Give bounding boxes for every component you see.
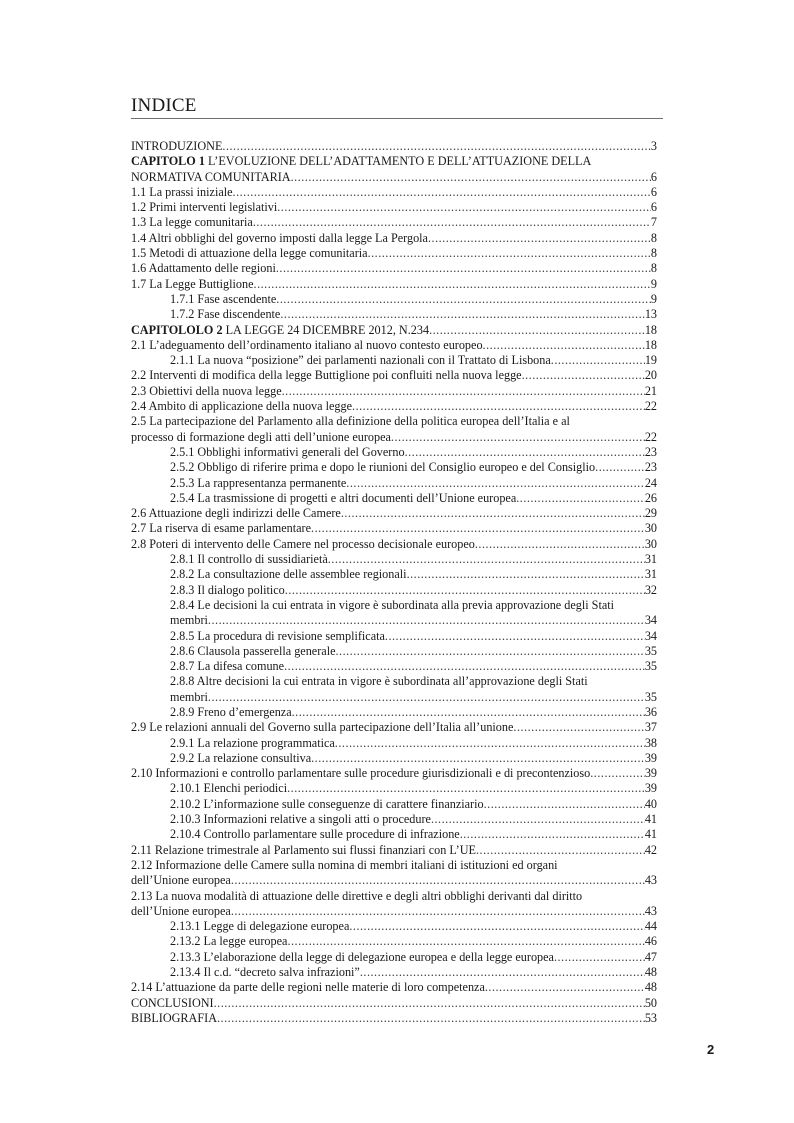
toc-entry-title-wrap	[131, 399, 352, 414]
toc-entry-title-wrap	[170, 705, 292, 720]
toc-entry-title: 2.12 Informazione delle Camere sulla nomina di membri italiani di istituzioni ed organi	[131, 857, 558, 872]
toc-entry-title: 2.13.2 La legge europea	[170, 934, 288, 949]
toc-dot-leader	[352, 399, 645, 414]
toc-dot-leader	[328, 552, 645, 567]
toc-entry-title: 2.1 L’adeguamento dell’ordinamento italiano al nuovo contesto europeo	[131, 337, 483, 352]
toc-entry-title-wrap	[170, 797, 484, 812]
toc-entry-title-wrap	[170, 460, 595, 475]
toc-entry-title-wrap	[131, 506, 341, 521]
toc-page-number: 30	[644, 536, 657, 551]
toc-entry-s2_3	[131, 384, 657, 399]
toc-entry-s2_9	[131, 720, 657, 735]
toc-entry-title: 2.13.4 Il c.d. “decreto salva infrazioni”	[170, 965, 360, 980]
toc-dot-leader	[522, 368, 645, 383]
toc-dot-leader	[335, 644, 644, 659]
toc-page-number: 47	[644, 949, 657, 964]
toc-entry-s1_2	[131, 200, 657, 215]
toc-entry-title: 2.14 L’attuazione da parte delle regioni nelle materie di loro competenza	[131, 980, 485, 995]
toc-dot-leader	[284, 659, 645, 674]
toc-entry-s2_8_6	[131, 644, 657, 659]
toc-chapter-label: CAPITOLO 1	[131, 154, 205, 169]
toc-dot-leader	[231, 873, 645, 888]
toc-page-number: 39	[644, 766, 657, 781]
toc-entry-title: 1.7.1 Fase ascendente	[170, 291, 277, 306]
toc-entry-title-continued: dell’Unione europea	[131, 873, 231, 888]
toc-entry-title-wrap	[131, 537, 475, 552]
toc-dot-leader	[276, 292, 651, 307]
toc-entry-title: 2.5 La partecipazione del Parlamento alla definizione della politica europea dell’Italia e al	[131, 414, 570, 429]
toc-page-number: 23	[644, 460, 657, 475]
toc-dot-leader	[429, 323, 645, 338]
toc-dot-leader	[590, 766, 645, 781]
toc-entry-s2_8_3	[131, 583, 657, 598]
toc-chapter-label: CAPITOLOLO 2	[131, 322, 223, 337]
toc-dot-leader	[554, 950, 645, 965]
toc-dot-leader	[391, 430, 645, 445]
toc-entry-title-continued: membri	[170, 689, 208, 704]
toc-entry-title: L’EVOLUZIONE DELL’ADATTAMENTO E DELL’ATTUAZIONE DELLA	[204, 154, 592, 169]
toc-page-number: 21	[644, 383, 657, 398]
toc-entry-s2_10_1	[131, 781, 657, 796]
toc-entry-title: 2.4 Ambito di applicazione della nuova legge	[131, 399, 353, 414]
toc-dot-leader	[311, 751, 645, 766]
toc-entry-cap1_a-line2	[131, 170, 657, 185]
toc-dot-leader	[475, 537, 645, 552]
toc-page-number: 9	[650, 276, 657, 291]
toc-entry-title: 2.13.1 Legge di delegazione europea	[170, 919, 350, 934]
toc-entry-s2_5_2	[131, 460, 657, 475]
toc-page-number: 41	[644, 827, 657, 842]
toc-entry-title: 2.13.3 L’elaborazione della legge di delegazione europea e della legge europea	[170, 949, 554, 964]
toc-entry-title: 2.8.3 Il dialogo politico	[170, 582, 285, 597]
toc-entry-s2_14	[131, 980, 657, 995]
toc-page-number: 6	[650, 169, 657, 184]
toc-entry-title-wrap	[170, 751, 311, 766]
toc-dot-leader	[254, 277, 651, 292]
toc-page-number: 19	[644, 353, 657, 368]
toc-entry-s1_6	[131, 261, 657, 276]
toc-entry-title-continued: membri	[170, 613, 208, 628]
toc-entry-title: BIBLIOGRAFIA	[131, 1010, 217, 1025]
toc-dot-leader	[280, 307, 644, 322]
toc-dot-leader	[231, 904, 645, 919]
toc-entry-title: 2.2 Interventi di modifica della legge Buttiglione poi confluiti nella nuova legge	[131, 368, 522, 383]
toc-entry-s2_9_2	[131, 751, 657, 766]
toc-page-number: 20	[644, 368, 657, 383]
toc-entry-s2_13-line2	[131, 904, 657, 919]
toc-entry-title: 1.6 Adattamento delle regioni	[131, 261, 276, 276]
toc-dot-leader	[287, 934, 644, 949]
toc-entry-s2_1	[131, 338, 657, 353]
toc-dot-leader	[476, 843, 645, 858]
toc-entry-s2_10_2	[131, 797, 657, 812]
toc-entry-title: 2.8 Poteri di intervento delle Camere nel processo decisionale europeo	[131, 536, 475, 551]
toc-entry-title-wrap	[131, 980, 485, 995]
toc-entry-s2_12-line1	[131, 858, 657, 873]
toc-entry-s1_1	[131, 185, 657, 200]
toc-entry-title-wrap	[170, 353, 551, 368]
toc-entry-title-continued: processo di formazione degli atti dell’unione europea	[131, 429, 391, 444]
toc-dot-leader	[360, 965, 645, 980]
toc-entry-s1_5	[131, 246, 657, 261]
toc-entry-title-wrap	[170, 307, 280, 322]
toc-entry-s2_6	[131, 506, 657, 521]
toc-entry-s2_8_9	[131, 705, 657, 720]
toc-page-number: 18	[644, 322, 657, 337]
toc-entry-title: 2.9.2 La relazione consultiva	[170, 750, 312, 765]
toc-entry-title-wrap	[170, 292, 276, 307]
toc-page-number: 43	[644, 873, 657, 888]
toc-entry-s2_5-line1	[131, 414, 657, 429]
toc-entry-s1_7	[131, 277, 657, 292]
toc-dot-leader	[311, 521, 645, 536]
toc-page-number: 3	[650, 139, 657, 153]
toc-page-number: 22	[644, 399, 657, 414]
toc-entry-title-wrap	[170, 445, 405, 460]
toc-entry-title: 2.8.1 Il controllo di sussidiarietà	[170, 552, 328, 567]
toc-page-number: 39	[644, 781, 657, 796]
toc-page-number: 13	[644, 307, 657, 322]
toc-page-number: 7	[650, 215, 657, 230]
toc-entry-title-wrap	[170, 583, 285, 598]
toc-dot-leader	[407, 567, 645, 582]
toc-page-number: 46	[644, 934, 657, 949]
toc-entry-title-wrap	[170, 919, 349, 934]
toc-dot-leader	[385, 629, 645, 644]
toc-page-number: 6	[650, 200, 657, 215]
toc-page-number: 36	[644, 704, 657, 719]
toc-entry-title: CONCLUSIONI	[131, 995, 214, 1010]
toc-entry-title: 2.13 La nuova modalità di attuazione delle direttive e degli altri obblighi derivanti dal diritto	[131, 888, 583, 903]
toc-entry-title: 2.8.5 La procedura di revisione semplificata	[170, 628, 385, 643]
toc-dot-leader	[253, 215, 651, 230]
toc-page-number: 41	[644, 812, 657, 827]
toc-entry-title: 2.10.3 Informazioni relative a singoli atti o procedure	[170, 812, 431, 827]
toc-page-number: 8	[650, 230, 657, 245]
toc-entry-title: 2.6 Attuazione degli indirizzi delle Camere	[131, 506, 341, 521]
toc-entry-title-wrap	[131, 521, 311, 536]
toc-page-number: 50	[644, 995, 657, 1010]
toc-entry-s2_8_8-line1	[131, 674, 657, 689]
toc-entry-s2_2	[131, 368, 657, 383]
toc-dot-leader	[217, 1011, 645, 1026]
toc-entry-title: 1.7.2 Fase discendente	[170, 307, 281, 322]
toc-entry-title-wrap	[170, 812, 431, 827]
toc-entry-s2_13_4	[131, 965, 657, 980]
toc-entry-title: 2.8.2 La consultazione delle assemblee regionali	[170, 567, 407, 582]
toc-entry-title: 2.10.1 Elenchi periodici	[170, 781, 288, 796]
toc-page-number: 34	[644, 628, 657, 643]
toc-dot-leader	[551, 353, 645, 368]
toc-page-number: 26	[644, 490, 657, 505]
toc-page-number: 30	[644, 521, 657, 536]
toc-entry-title: 2.8.8 Altre decisioni la cui entrata in vigore è subordinata all’approvazione degli Stati	[170, 674, 588, 689]
toc-entry-cap1_a-line1	[131, 154, 657, 169]
toc-entry-title: 1.5 Metodi di attuazione della legge comunitaria	[131, 246, 368, 261]
toc-dot-leader	[516, 491, 645, 506]
toc-dot-leader	[368, 246, 651, 261]
toc-entry-title: 2.10 Informazioni e controllo parlamentare sulle procedure giurisdizionali e di precontenzioso	[131, 766, 591, 781]
toc-entry-title: INTRODUZIONE	[131, 139, 223, 153]
toc-dot-leader	[483, 338, 645, 353]
toc-entry-s2_10_4	[131, 827, 657, 842]
toc-page-number: 43	[644, 903, 657, 918]
toc-page-number: 18	[644, 337, 657, 352]
toc-entry-conclusioni	[131, 996, 657, 1011]
toc-page-number: 8	[650, 246, 657, 261]
toc-entry-title-wrap	[170, 476, 346, 491]
toc-entry-title-wrap	[170, 659, 284, 674]
title-divider	[131, 118, 663, 119]
toc-page-number: 48	[644, 980, 657, 995]
toc-entry-title-wrap	[131, 1011, 217, 1026]
toc-dot-leader	[287, 781, 645, 796]
toc-entry-title-wrap	[131, 185, 233, 200]
toc-page-number: 29	[644, 506, 657, 521]
toc-dot-leader	[335, 736, 645, 751]
toc-entry-title-wrap	[131, 843, 476, 858]
toc-page-number: 22	[644, 429, 657, 444]
toc-entry-title-wrap	[131, 323, 429, 338]
toc-page-number: 34	[644, 613, 657, 628]
toc-entry-s2_13_2	[131, 934, 657, 949]
toc-entry-s1_7_1	[131, 292, 657, 307]
toc-dot-leader	[428, 231, 651, 246]
toc-entry-title: 1.2 Primi interventi legislativi	[131, 200, 278, 215]
toc-entry-title: LA LEGGE 24 DICEMBRE 2012, N.234	[222, 322, 430, 337]
toc-page-number: 23	[644, 444, 657, 459]
toc-dot-leader	[233, 185, 651, 200]
toc-dot-leader	[282, 384, 645, 399]
toc-entry-s2_5_1	[131, 445, 657, 460]
toc-page-number: 38	[644, 735, 657, 750]
toc-dot-leader	[595, 460, 645, 475]
toc-page-number: 31	[644, 567, 657, 582]
toc-entry-title-wrap	[170, 567, 407, 582]
toc-entry-title: 2.5.2 Obbligo di riferire prima e dopo le riunioni del Consiglio europeo e del Consiglio	[170, 460, 596, 475]
toc-dot-leader	[214, 996, 645, 1011]
toc-page-number: 53	[644, 1010, 657, 1025]
toc-entry-s2_1_1	[131, 353, 657, 368]
toc-page-number: 24	[644, 475, 657, 490]
toc-entry-title-wrap	[131, 200, 277, 215]
toc-entry-title-wrap	[170, 552, 328, 567]
toc-dot-leader	[341, 506, 645, 521]
toc-dot-leader	[346, 476, 645, 491]
toc-entry-title-wrap	[170, 781, 287, 796]
toc-entry-title-continued: dell’Unione europea	[131, 903, 231, 918]
toc-dot-leader	[291, 170, 651, 185]
toc-page-number: 35	[644, 659, 657, 674]
toc-entry-s2_8_2	[131, 567, 657, 582]
toc-entry-title: 2.8.4 Le decisioni la cui entrata in vigore è subordinata alla previa approvazione degli Stati	[170, 597, 615, 612]
page-title: INDICE	[131, 95, 197, 116]
toc-entry-s1_4	[131, 231, 657, 246]
toc-entry-s2_11	[131, 843, 657, 858]
toc-page-number: 37	[644, 720, 657, 735]
toc-entry-title: 2.8.6 Clausola passerella generale	[170, 643, 336, 658]
toc-entry-cap2	[131, 323, 657, 338]
toc-entry-title-wrap	[131, 720, 513, 735]
toc-dot-leader	[349, 919, 644, 934]
toc-entry-title: 1.7 La Legge Buttiglione	[131, 276, 254, 291]
toc-dot-leader	[285, 583, 645, 598]
toc-entry-s1_3	[131, 215, 657, 230]
toc-dot-leader	[222, 139, 651, 154]
toc-entry-title-wrap	[170, 965, 360, 980]
toc-entry-s2_13-line1	[131, 889, 657, 904]
toc-dot-leader	[277, 200, 651, 215]
toc-entry-title-wrap	[131, 231, 428, 246]
toc-dot-leader	[405, 445, 645, 460]
toc-entry-s2_8_4-line2	[131, 613, 657, 628]
toc-page-number: 35	[644, 689, 657, 704]
toc-page-number: 48	[644, 965, 657, 980]
toc-entry-title: 2.7 La riserva di esame parlamentare	[131, 521, 312, 536]
toc-page-number: 35	[644, 643, 657, 658]
toc-entry-title-wrap	[170, 827, 460, 842]
toc-entry-s2_5_4	[131, 491, 657, 506]
toc-page-number: 40	[644, 796, 657, 811]
toc-entry-title-wrap	[131, 384, 282, 399]
toc-entry-title: 2.8.9 Freno d’emergenza	[170, 704, 292, 719]
toc-entry-title-wrap	[131, 139, 222, 154]
toc-dot-leader	[208, 613, 645, 628]
toc-entry-title: 2.11 Relazione trimestrale al Parlamento sui flussi finanziari con L’UE	[131, 842, 476, 857]
toc-entry-title: 2.5.3 La rappresentanza permanente	[170, 475, 347, 490]
toc-entry-s2_5_3	[131, 476, 657, 491]
toc-entry-s2_13_1	[131, 919, 657, 934]
toc-entry-title: 2.1.1 La nuova “posizione” dei parlamenti nazionali con il Trattato di Lisbona	[170, 353, 551, 368]
toc-entry-s2_5-line2	[131, 430, 657, 445]
toc-entry-title-wrap	[131, 215, 253, 230]
toc-dot-leader	[292, 705, 645, 720]
toc-entry-s2_8_5	[131, 629, 657, 644]
toc-entry-title-wrap	[170, 736, 335, 751]
toc-entry-title: 2.9.1 La relazione programmatica	[170, 735, 335, 750]
toc-entry-title-wrap	[131, 338, 483, 353]
toc-entry-s2_10	[131, 766, 657, 781]
toc-entry-title: 1.3 La legge comunitaria	[131, 215, 253, 230]
page-number: 2	[707, 1042, 715, 1057]
table-of-contents	[131, 139, 657, 1026]
toc-entry-s2_8_4-line1	[131, 598, 657, 613]
toc-entry-title: 2.10.4 Controllo parlamentare sulle procedure di infrazione	[170, 827, 460, 842]
toc-page-number: 39	[644, 750, 657, 765]
toc-entry-s1_7_2	[131, 307, 657, 322]
toc-entry-title-wrap	[131, 246, 368, 261]
toc-entry-title-wrap	[170, 934, 287, 949]
toc-page-number: 32	[644, 582, 657, 597]
toc-entry-title-wrap	[131, 368, 522, 383]
toc-entry-title-wrap	[131, 996, 214, 1011]
toc-page-number: 31	[644, 552, 657, 567]
toc-entry-title-wrap	[170, 950, 554, 965]
toc-dot-leader	[276, 261, 651, 276]
toc-entry-title: 2.5.4 La trasmissione di progetti e altri documenti dell’Unione europea	[170, 490, 517, 505]
toc-entry-title: 1.1 La prassi iniziale	[131, 184, 233, 199]
toc-entry-title-wrap	[131, 261, 276, 276]
toc-entry-title-continued: NORMATIVA COMUNITARIA	[131, 169, 291, 184]
toc-dot-leader	[431, 812, 645, 827]
toc-page-number: 9	[650, 291, 657, 306]
toc-entry-s2_9_1	[131, 736, 657, 751]
toc-entry-s2_7	[131, 521, 657, 536]
toc-entry-s2_12-line2	[131, 873, 657, 888]
toc-entry-s2_8	[131, 537, 657, 552]
toc-page-number: 6	[650, 184, 657, 199]
toc-entry-title: 2.10.2 L’informazione sulle conseguenze di carattere finanziario	[170, 796, 484, 811]
toc-dot-leader	[484, 797, 645, 812]
toc-entry-title-wrap	[170, 629, 385, 644]
toc-entry-s2_8_8-line2	[131, 690, 657, 705]
toc-page-number: 44	[644, 919, 657, 934]
toc-entry-title: 2.5.1 Obblighi informativi generali del Governo	[170, 444, 405, 459]
toc-entry-bibliografia	[131, 1011, 657, 1026]
toc-entry-title: 2.8.7 La difesa comune	[170, 659, 285, 674]
toc-page-number: 42	[644, 842, 657, 857]
toc-dot-leader	[513, 720, 644, 735]
toc-dot-leader	[485, 980, 645, 995]
toc-entry-s2_8_1	[131, 552, 657, 567]
toc-entry-introduzione	[131, 139, 657, 154]
toc-dot-leader	[460, 827, 645, 842]
toc-entry-title-wrap	[170, 644, 335, 659]
toc-entry-s2_10_3	[131, 812, 657, 827]
toc-entry-title-wrap	[131, 277, 254, 292]
toc-entry-s2_13_3	[131, 950, 657, 965]
toc-entry-s2_8_7	[131, 659, 657, 674]
toc-entry-s2_4	[131, 399, 657, 414]
toc-entry-title: 2.9 Le relazioni annuali del Governo sulla partecipazione dell’Italia all’unione	[131, 720, 514, 735]
toc-entry-title-wrap	[131, 766, 590, 781]
toc-dot-leader	[208, 690, 645, 705]
toc-entry-title-wrap	[170, 491, 516, 506]
toc-entry-title: 2.3 Obiettivi della nuova legge	[131, 383, 282, 398]
toc-entry-title: 1.4 Altri obblighi del governo imposti dalla legge La Pergola	[131, 230, 428, 245]
toc-page-number: 8	[650, 261, 657, 276]
